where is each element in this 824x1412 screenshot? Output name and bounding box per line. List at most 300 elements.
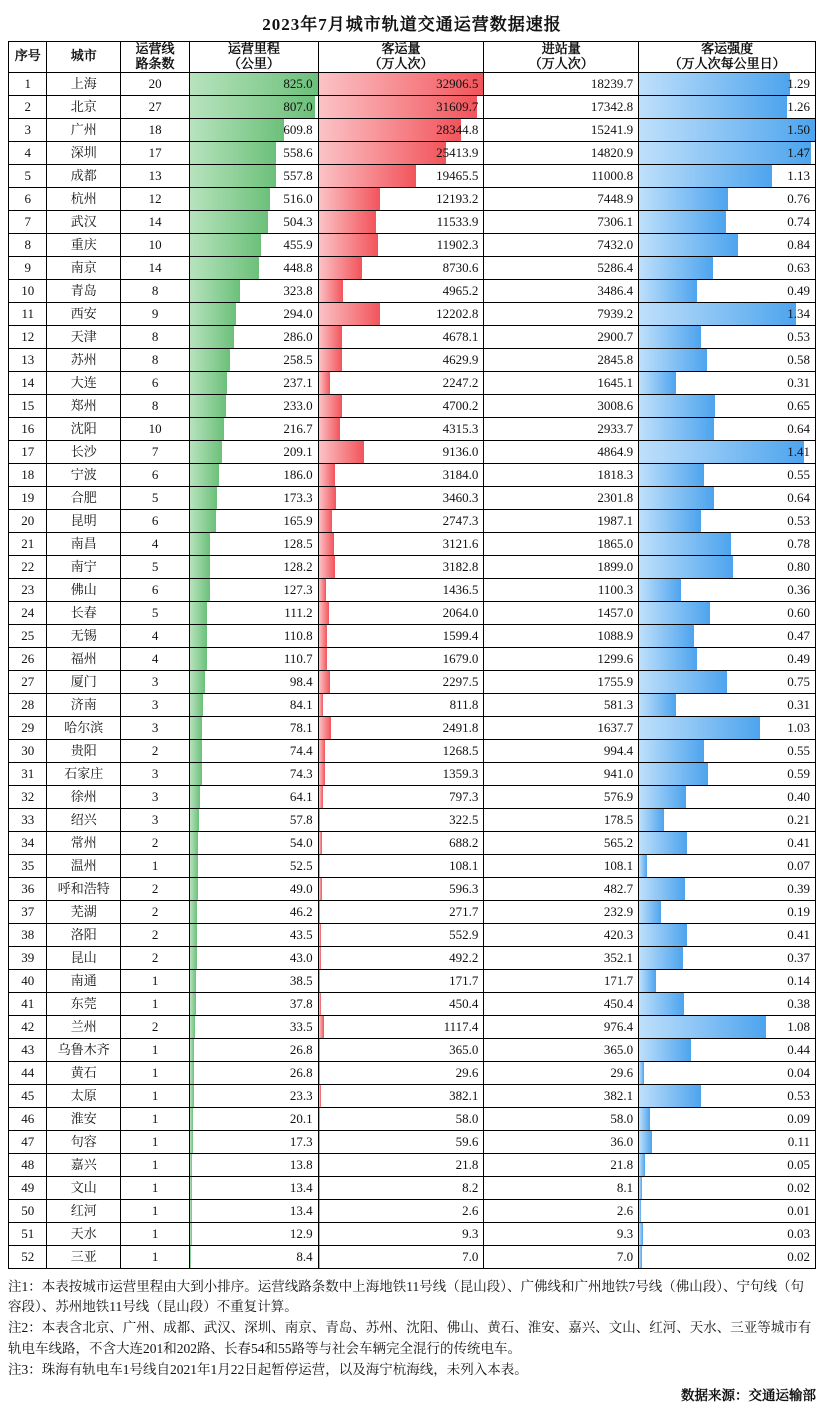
row-entry-volume xyxy=(484,141,639,164)
row-km-value: 26.8 xyxy=(289,1041,313,1057)
header-lines-line2: 路条数 xyxy=(135,55,175,71)
row-entry-volume xyxy=(484,647,639,670)
row-entry-volume-value: 8.1 xyxy=(616,1179,634,1195)
row-lines xyxy=(120,739,189,762)
row-intensity-cell xyxy=(639,464,815,486)
row-lines xyxy=(120,716,189,739)
row-passenger-volume-cell xyxy=(319,418,484,440)
row-entry-volume xyxy=(484,279,639,302)
row-city xyxy=(47,854,121,877)
row-passenger-volume-value: 29.6 xyxy=(455,1064,479,1080)
row-lines xyxy=(120,1038,189,1061)
row-index-text: 26 xyxy=(21,650,35,666)
row-intensity xyxy=(639,1199,816,1222)
row-passenger-volume-cell xyxy=(319,740,484,762)
row-passenger-volume-value: 8730.6 xyxy=(442,259,479,275)
row-intensity-cell xyxy=(639,1200,815,1222)
row-passenger-volume xyxy=(318,440,484,463)
row-intensity-value: 0.01 xyxy=(787,1202,810,1218)
row-intensity-cell xyxy=(639,487,815,509)
row-city-text: 北京 xyxy=(70,98,97,114)
row-passenger-volume-cell xyxy=(319,717,484,739)
row-intensity xyxy=(639,1038,816,1061)
row-passenger-volume-cell xyxy=(319,1200,484,1222)
row-intensity-value: 1.47 xyxy=(787,144,810,160)
row-passenger-volume-cell xyxy=(319,464,484,486)
row-intensity-value: 0.31 xyxy=(787,696,810,712)
row-km xyxy=(190,348,318,371)
row-km-value: 26.8 xyxy=(289,1064,313,1080)
row-index-text: 43 xyxy=(21,1041,35,1057)
row-intensity-cell xyxy=(639,602,815,624)
row-intensity-value: 0.65 xyxy=(787,397,810,413)
row-passenger-volume xyxy=(318,877,484,900)
row-km-value: 448.8 xyxy=(283,259,313,275)
row-km-cell xyxy=(190,510,317,532)
row-passenger-volume-value: 1117.4 xyxy=(443,1018,479,1034)
row-entry-volume-value: 7432.0 xyxy=(597,236,634,252)
row-lines-text: 1 xyxy=(151,1225,159,1241)
row-km-cell xyxy=(190,280,317,302)
row-entry-volume-value: 3008.6 xyxy=(597,397,634,413)
row-entry-volume-value: 11000.8 xyxy=(591,167,634,183)
row-intensity-cell xyxy=(639,1131,815,1153)
row-city-text: 兰州 xyxy=(70,1018,97,1034)
row-passenger-volume xyxy=(318,1130,484,1153)
row-passenger-volume-value: 2064.0 xyxy=(442,604,479,620)
row-index-text: 14 xyxy=(21,374,35,390)
row-index xyxy=(9,1222,47,1245)
row-passenger-volume-cell xyxy=(319,1085,484,1107)
row-lines-text: 20 xyxy=(148,75,162,91)
row-intensity xyxy=(639,187,816,210)
row-city-text: 昆山 xyxy=(70,949,97,965)
row-passenger-volume xyxy=(318,578,484,601)
row-city xyxy=(47,279,121,302)
row-passenger-volume xyxy=(318,1245,484,1268)
row-passenger-volume-cell xyxy=(319,96,484,118)
row-entry-volume-cell xyxy=(484,602,638,624)
row-entry-volume-value: 1645.1 xyxy=(597,374,634,390)
row-lines xyxy=(120,877,189,900)
row-city-text: 无锡 xyxy=(70,627,97,643)
row-city-text: 文山 xyxy=(70,1179,97,1195)
row-intensity-cell xyxy=(639,832,815,854)
row-lines xyxy=(120,279,189,302)
row-intensity xyxy=(639,808,816,831)
row-entry-volume-value: 7.0 xyxy=(616,1248,634,1264)
row-entry-volume xyxy=(484,693,639,716)
row-entry-volume xyxy=(484,1061,639,1084)
row-km-value: 233.0 xyxy=(283,397,313,413)
row-passenger-volume-cell xyxy=(319,211,484,233)
row-entry-volume-value: 365.0 xyxy=(603,1041,634,1057)
row-lines xyxy=(120,578,189,601)
row-entry-volume xyxy=(484,95,639,118)
row-entry-volume-value: 15241.9 xyxy=(590,121,634,137)
row-lines xyxy=(120,187,189,210)
row-index xyxy=(9,164,47,187)
row-entry-volume-cell xyxy=(484,625,638,647)
row-entry-volume-value: 3486.4 xyxy=(597,282,634,298)
row-passenger-volume-cell xyxy=(319,1154,484,1176)
row-entry-volume-cell xyxy=(484,303,638,325)
row-lines-text: 12 xyxy=(148,190,162,206)
row-km xyxy=(190,900,318,923)
table-row xyxy=(9,1176,816,1199)
table-row xyxy=(9,118,816,141)
table-row xyxy=(9,233,816,256)
row-intensity-value: 0.41 xyxy=(787,926,810,942)
row-passenger-volume-value: 108.1 xyxy=(449,857,479,873)
table-row xyxy=(9,716,816,739)
row-entry-volume-cell xyxy=(484,372,638,394)
table-row xyxy=(9,1084,816,1107)
table-row xyxy=(9,601,816,624)
row-km-cell xyxy=(190,441,317,463)
row-passenger-volume-cell xyxy=(319,786,484,808)
row-km-value: 43.5 xyxy=(289,926,313,942)
row-km-value: 52.5 xyxy=(289,857,313,873)
row-lines xyxy=(120,969,189,992)
row-city-text: 呼和浩特 xyxy=(57,880,110,896)
row-index xyxy=(9,670,47,693)
table-row xyxy=(9,394,816,417)
row-index xyxy=(9,417,47,440)
row-passenger-volume-cell xyxy=(319,119,484,141)
row-lines-text: 5 xyxy=(151,558,159,574)
row-km xyxy=(190,486,318,509)
table-row xyxy=(9,831,816,854)
row-passenger-volume-cell xyxy=(319,625,484,647)
row-entry-volume xyxy=(484,969,639,992)
row-city xyxy=(47,1245,121,1268)
row-passenger-volume xyxy=(318,486,484,509)
row-entry-volume-cell xyxy=(484,1016,638,1038)
row-index-text: 28 xyxy=(21,696,35,712)
row-intensity xyxy=(639,877,816,900)
row-city xyxy=(47,1222,121,1245)
row-city-text: 红河 xyxy=(70,1202,97,1218)
row-intensity xyxy=(639,72,816,95)
row-entry-volume xyxy=(484,716,639,739)
row-km xyxy=(190,509,318,532)
row-index xyxy=(9,808,47,831)
row-intensity-value: 0.09 xyxy=(787,1110,810,1126)
row-entry-volume-value: 2933.7 xyxy=(597,420,634,436)
row-km xyxy=(190,992,318,1015)
row-lines-text: 6 xyxy=(151,374,159,390)
row-city xyxy=(47,969,121,992)
row-passenger-volume xyxy=(318,187,484,210)
header-passenger-volume xyxy=(318,42,484,73)
row-intensity-cell xyxy=(639,1039,815,1061)
row-km-value: 128.2 xyxy=(283,558,313,574)
row-passenger-volume-value: 11533.9 xyxy=(436,213,479,229)
row-entry-volume-cell xyxy=(484,73,638,95)
row-km-value: 13.4 xyxy=(289,1202,313,1218)
row-intensity-value: 1.26 xyxy=(787,98,810,114)
row-intensity-value: 0.38 xyxy=(787,995,810,1011)
row-index xyxy=(9,233,47,256)
row-entry-volume-value: 941.0 xyxy=(603,765,634,781)
table-row xyxy=(9,946,816,969)
row-city xyxy=(47,1107,121,1130)
row-km-cell xyxy=(190,395,317,417)
row-km-cell xyxy=(190,326,317,348)
row-intensity xyxy=(639,118,816,141)
row-intensity xyxy=(639,900,816,923)
row-index xyxy=(9,946,47,969)
row-index-text: 13 xyxy=(21,351,35,367)
row-passenger-volume-value: 32906.5 xyxy=(436,75,479,91)
row-passenger-volume-cell xyxy=(319,671,484,693)
row-lines xyxy=(120,1245,189,1268)
row-km-value: 557.8 xyxy=(283,167,313,183)
row-lines-text: 3 xyxy=(151,719,159,735)
row-entry-volume xyxy=(484,233,639,256)
row-km xyxy=(190,463,318,486)
row-intensity-cell xyxy=(639,556,815,578)
row-city-text: 石家庄 xyxy=(64,765,104,781)
row-km-value: 286.0 xyxy=(283,328,313,344)
row-km-value: 37.8 xyxy=(289,995,313,1011)
row-lines-text: 8 xyxy=(151,351,159,367)
row-city xyxy=(47,831,121,854)
row-entry-volume xyxy=(484,1084,639,1107)
row-passenger-volume-cell xyxy=(319,280,484,302)
row-city-text: 长沙 xyxy=(70,443,97,459)
row-passenger-volume-value: 2297.5 xyxy=(442,673,479,689)
row-intensity xyxy=(639,969,816,992)
row-intensity xyxy=(639,532,816,555)
row-lines-text: 1 xyxy=(151,1248,159,1264)
row-km xyxy=(190,601,318,624)
row-km-cell xyxy=(190,878,317,900)
row-city xyxy=(47,808,121,831)
row-km-cell xyxy=(190,763,317,785)
row-passenger-volume-cell xyxy=(319,924,484,946)
row-entry-volume-value: 7448.9 xyxy=(597,190,634,206)
row-lines-text: 1 xyxy=(151,1110,159,1126)
row-intensity xyxy=(639,1222,816,1245)
row-intensity-value: 0.02 xyxy=(787,1248,810,1264)
row-passenger-volume-cell xyxy=(319,1108,484,1130)
row-intensity-cell xyxy=(639,694,815,716)
row-km xyxy=(190,417,318,440)
table-row xyxy=(9,463,816,486)
row-passenger-volume xyxy=(318,302,484,325)
row-lines xyxy=(120,992,189,1015)
row-km-cell xyxy=(190,947,317,969)
row-city-text: 上海 xyxy=(70,75,97,91)
row-km-cell xyxy=(190,464,317,486)
row-km-cell xyxy=(190,556,317,578)
row-index-text: 50 xyxy=(21,1202,35,1218)
row-entry-volume xyxy=(484,1130,639,1153)
row-entry-volume-cell xyxy=(484,786,638,808)
row-lines-text: 6 xyxy=(151,466,159,482)
row-index xyxy=(9,785,47,808)
row-passenger-volume-cell xyxy=(319,188,484,210)
row-city-text: 重庆 xyxy=(70,236,97,252)
row-entry-volume-cell xyxy=(484,1223,638,1245)
row-intensity xyxy=(639,486,816,509)
row-intensity-value: 0.64 xyxy=(787,489,810,505)
row-city-text: 合肥 xyxy=(70,489,97,505)
header-pax-line1: 客运量 xyxy=(381,41,421,56)
row-lines xyxy=(120,1130,189,1153)
row-intensity-cell xyxy=(639,211,815,233)
row-city xyxy=(47,946,121,969)
row-entry-volume-value: 7306.1 xyxy=(597,213,634,229)
row-index xyxy=(9,1245,47,1268)
row-intensity-value: 0.40 xyxy=(787,788,810,804)
row-index xyxy=(9,969,47,992)
row-index xyxy=(9,647,47,670)
row-intensity xyxy=(639,141,816,164)
row-km xyxy=(190,325,318,348)
row-km-cell xyxy=(190,119,317,141)
row-km xyxy=(190,1084,318,1107)
row-intensity-value: 0.64 xyxy=(787,420,810,436)
row-city xyxy=(47,532,121,555)
row-index xyxy=(9,762,47,785)
row-city xyxy=(47,417,121,440)
row-km-cell xyxy=(190,855,317,877)
row-passenger-volume xyxy=(318,693,484,716)
row-city-text: 沈阳 xyxy=(70,420,97,436)
row-intensity-value: 0.76 xyxy=(787,190,810,206)
header-intensity xyxy=(639,42,816,73)
row-entry-volume xyxy=(484,601,639,624)
row-passenger-volume xyxy=(318,509,484,532)
row-passenger-volume-cell xyxy=(319,579,484,601)
row-entry-volume-value: 1899.0 xyxy=(597,558,634,574)
row-km xyxy=(190,279,318,302)
row-entry-volume xyxy=(484,739,639,762)
row-km-value: 216.7 xyxy=(283,420,313,436)
row-km-value: 8.4 xyxy=(296,1248,313,1264)
row-passenger-volume-value: 2747.3 xyxy=(442,512,479,528)
row-intensity-cell xyxy=(639,234,815,256)
table-row xyxy=(9,1222,816,1245)
row-city xyxy=(47,394,121,417)
row-intensity-value: 1.13 xyxy=(787,167,810,183)
row-index xyxy=(9,279,47,302)
row-index xyxy=(9,578,47,601)
row-passenger-volume xyxy=(318,1015,484,1038)
row-km xyxy=(190,578,318,601)
row-lines xyxy=(120,233,189,256)
row-lines xyxy=(120,900,189,923)
row-passenger-volume-cell xyxy=(319,1016,484,1038)
row-km-value: 807.0 xyxy=(283,98,313,114)
row-city xyxy=(47,164,121,187)
row-intensity-cell xyxy=(639,786,815,808)
row-passenger-volume-value: 9136.0 xyxy=(442,443,479,459)
row-index-text: 47 xyxy=(21,1133,35,1149)
row-city xyxy=(47,1199,121,1222)
table-row xyxy=(9,325,816,348)
table-row xyxy=(9,739,816,762)
row-km-cell xyxy=(190,694,317,716)
row-intensity xyxy=(639,647,816,670)
header-entry-volume xyxy=(484,42,639,73)
row-intensity-cell xyxy=(639,1246,815,1268)
row-entry-volume-cell xyxy=(484,96,638,118)
row-passenger-volume xyxy=(318,210,484,233)
row-city-text: 嘉兴 xyxy=(70,1156,97,1172)
table-row xyxy=(9,900,816,923)
row-km-cell xyxy=(190,602,317,624)
row-intensity xyxy=(639,946,816,969)
row-index xyxy=(9,1176,47,1199)
row-entry-volume-cell xyxy=(484,763,638,785)
table-row xyxy=(9,141,816,164)
row-km-cell xyxy=(190,1177,317,1199)
row-entry-volume-value: 450.4 xyxy=(603,995,634,1011)
row-city xyxy=(47,72,121,95)
row-passenger-volume-value: 3460.3 xyxy=(442,489,479,505)
row-passenger-volume-value: 797.3 xyxy=(449,788,479,804)
row-entry-volume xyxy=(484,624,639,647)
row-index-text: 18 xyxy=(21,466,35,482)
row-lines-text: 1 xyxy=(151,1179,159,1195)
row-entry-volume xyxy=(484,1222,639,1245)
row-km-value: 46.2 xyxy=(289,903,313,919)
data-source: 数据来源：交通运输部 xyxy=(681,1388,816,1404)
row-index-text: 51 xyxy=(21,1225,35,1241)
row-passenger-volume xyxy=(318,716,484,739)
row-index-text: 2 xyxy=(24,98,31,114)
row-index-text: 32 xyxy=(21,788,35,804)
row-intensity-value: 0.47 xyxy=(787,627,810,643)
row-km-cell xyxy=(190,579,317,601)
row-passenger-volume xyxy=(318,348,484,371)
row-passenger-volume xyxy=(318,463,484,486)
row-passenger-volume-value: 3184.0 xyxy=(442,466,479,482)
row-intensity xyxy=(639,1176,816,1199)
row-index-text: 40 xyxy=(21,972,35,988)
row-km xyxy=(190,1245,318,1268)
row-km xyxy=(190,923,318,946)
row-km xyxy=(190,831,318,854)
header-index: 序号 xyxy=(9,42,47,73)
row-km-cell xyxy=(190,786,317,808)
row-km xyxy=(190,946,318,969)
row-lines xyxy=(120,647,189,670)
row-lines xyxy=(120,302,189,325)
row-index-text: 27 xyxy=(21,673,35,689)
row-entry-volume-value: 1088.9 xyxy=(597,627,634,643)
row-city-text: 西安 xyxy=(70,305,97,321)
row-lines-text: 10 xyxy=(148,236,162,252)
row-lines-text: 3 xyxy=(151,788,159,804)
row-km xyxy=(190,1199,318,1222)
row-entry-volume-cell xyxy=(484,441,638,463)
table-row xyxy=(9,670,816,693)
row-city xyxy=(47,1153,121,1176)
row-intensity-cell xyxy=(639,441,815,463)
row-intensity-value: 0.55 xyxy=(787,466,810,482)
row-passenger-volume xyxy=(318,164,484,187)
row-intensity-cell xyxy=(639,901,815,923)
row-entry-volume-cell xyxy=(484,878,638,900)
row-lines-text: 10 xyxy=(148,420,162,436)
row-city xyxy=(47,233,121,256)
row-intensity-cell xyxy=(639,1177,815,1199)
